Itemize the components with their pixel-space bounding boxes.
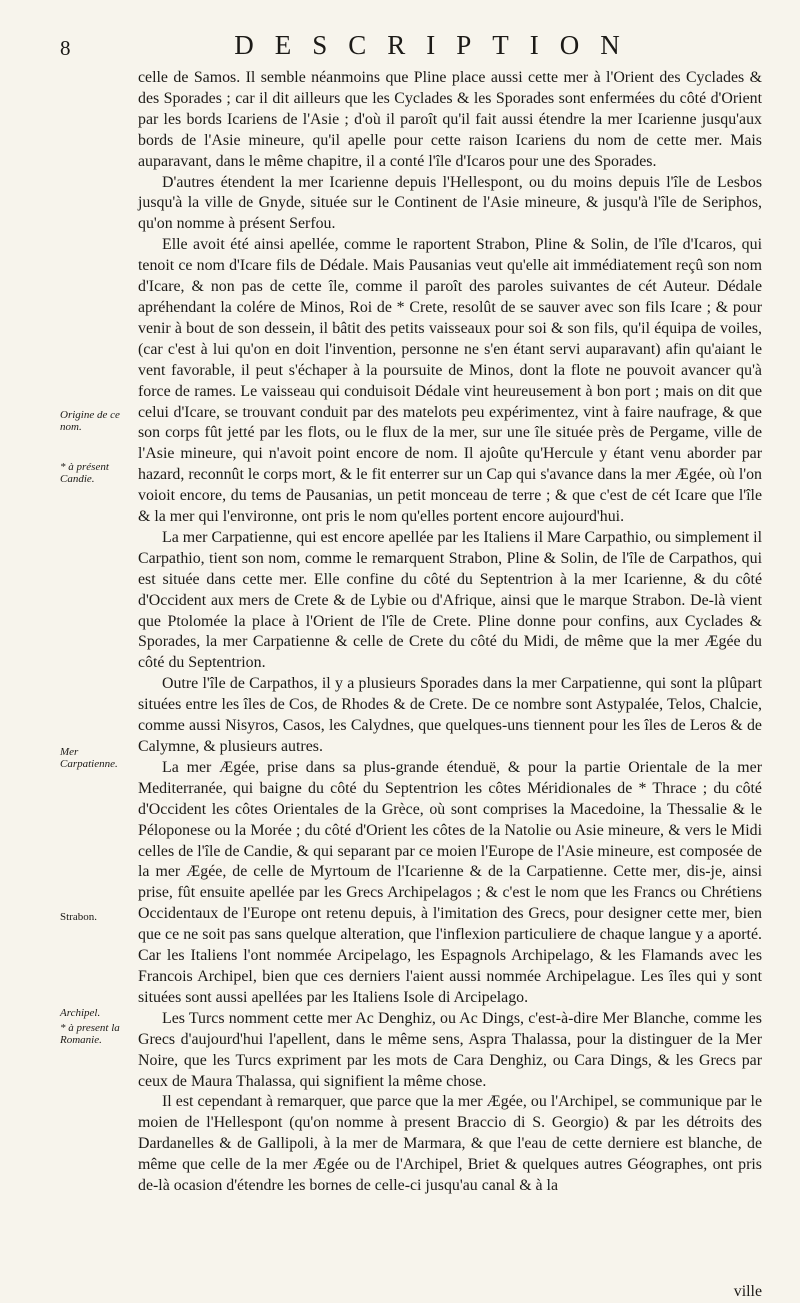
page-number: 8 xyxy=(60,36,71,60)
page-header xyxy=(60,30,760,64)
paragraph: La mer Carpatienne, qui est encore apellée par les Italiens il Mare Carpathio, ou simplement il Carpathio, tient son nom, comme le remarquent Strabon, Pline & Solin, de l'île de Carpathos, qui est située dans cette mer. Elle confine du côté du Septentrion à la mer Icarienne, & du côté d'Occident aux mers de Crete & de Lybie ou d'Afrique, ainsi que le marque Strabon. De-là vient que Ptolomée la place à l'Orient de l'île de Crete. Pline donne pour confins, aux Cyclades & Sporades, la mer Carpatienne & celle de Crete du côté du Midi, de même que la mer Ægée du côté du Septentrion. xyxy=(138,528,762,672)
margin-note-romanie: * à present la Romanie. xyxy=(60,1022,120,1046)
paragraph: Il est cependant à remarquer, que parce que la mer Ægée, ou l'Archipel, se communique par le moien de l'Hellespont (qu'on nomme à present Braccio di S. Georgio) & par les détroits des Dardanelles & de Gallipoli, à la mer de Marmara, & que l'eau de cette derniere est blanche, de même que celle de la mer Ægée ou de l'Archipel, Briet & quelques autres Géographes, ont pris de-là ocasion d'étendre les bornes de celle-ci jusqu'au canal & à la xyxy=(138,1093,762,1195)
margin-note-a-present-candie: * à présent Candie. xyxy=(60,461,109,485)
margin-note-strabon: Strabon. xyxy=(60,911,97,923)
paragraph: celle de Samos. Il semble néanmoins que Pline place aussi cette mer à l'Orient des Cyclades & des Sporades ; car il dit ailleurs que les Cyclades & les Sporades sont enfermées du côté d'Orient par les bords Icariens de l'Asie ; d'où il paroît qu'il fait aussi étendre la mer Icarienne jusqu'aux bords de l'Asie mineure, qu'il apelle pour cette raison Icariens du nom de cette mer. Mais auparavant, dans le même chapitre, il a conté l'île d'Icaros pour une des Sporades. xyxy=(138,69,762,170)
paragraph: Outre l'île de Carpathos, il y a plusieurs Sporades dans la mer Carpatienne, qui sont la plûpart situées entre les îles de Cos, de Rhodes & de Crete. De ce nombre sont Astypalée, Telos, Chalcie, comme aussi Nisyros, Casos, les Calydnes, que quelques-uns tiennent pour les îles de Leros & de Calymne, & plusieurs autres. xyxy=(138,675,762,755)
paragraph: La mer Ægée, prise dans sa plus-grande étenduë, & pour la partie Orientale de la mer Mediterranée, qui baigne du côté du Septentrion les côtes Méridionales de * Thrace ; du côté d'Occident les côtes Orientales de la Grèce, où sont comprises la Macedoine, la Thessalie & le Péloponese ou la Morée ; du côté d'Orient les côtes de la Natolie ou Asie mineure, & vers le Midi celles de l'île de Candie, & qui separant par ce moien l'Europe de l'Asie mineure, est composée de la mer Ægée, de celle de Myrtoum de l'Icarienne & de la Carpatienne. Cette mer, dis-je, ainsi prise, fût ensuite apellée par les Grecs Archipelagos ; & c'est le nom que les Francs ou Chrétiens Occidentaux de l'Europe ont retenu depuis, à l'imitation des Grecs, pour designer cette mer, bien que ce ne soit pas sans quelque alteration, que l'inflexion particuliere de chaque langue y a aporté. Car les Italiens l'ont nommée Arcipelago, les Espagnols Archipelago, & les Flamands avec les Francois Archipel, bien que ces derniers l'aient aussi nommée Archipelague. Les îles qui y sont situées sont aussi apellées par les Italiens Isole di Arcipelago. xyxy=(138,758,762,1006)
page-body xyxy=(138,68,762,1197)
paragraph: Les Turcs nomment cette mer Ac Denghiz, ou Ac Dings, c'est-à-dire Mer Blanche, comme les Grecs d'aujourd'hui l'apellent, dans le même sens, Aspra Thalassa, pour la distinguer de la Mer Noire, que les Turcs expriment par les mots de Cara Denghiz, ou Cara Dings, & les Grecs par ceux de Maura Thalassa, qui signifient la même chose. xyxy=(138,1009,762,1090)
margin-note-origine: Origine de ce nom. xyxy=(60,409,120,433)
catchword: ville xyxy=(733,1283,762,1300)
running-title: DESCRIPTION xyxy=(234,30,641,60)
paragraph: D'autres étendent la mer Icarienne depuis l'Hellespont, ou du moins depuis l'île de Lesbos jusqu'à la ville de Gnyde, située sur le Continent de l'Asie mineure, & jusqu'à l'île de Seriphos, qu'on nomme à présent Serfou. xyxy=(138,173,762,233)
paragraph: Elle avoit été ainsi apellée, comme le raportent Strabon, Pline & Solin, de l'île d'Icaros, qui tenoit ce nom d'Icare fils de Dédale. Mais Pausanias veut qu'elle ait immédiatement reçû son nom d'Icare, & non pas de cette île, comme il paroît des paroles suivantes de cét Auteur. Dédale apréhendant la colére de Minos, Roi de * Crete, resolût de se sauver avec son fils Icare ; & pour venir à bout de son dessein, il bâtit des petits vaisseaux pour soi & son fils, qu'il équipa de voiles, (car c'est à lui qu'on en doit l'invention, personne ne s'en étant servi auparavant) afin qu'aiant le vent favorable, il peut s'échaper à la poursuite de Minos, dont la flote ne pouvoit avancer qu'à force de rames. Le vaisseau qui conduisoit Dédale vint heureusement à bon port ; mais on dit que celui d'Icare, se trouvant conduit par des matelots peu expérimentez, vint à faire naufrage, & que son corps fût jetté par les flots, ou le flux de la mer, sur une île située près de Pergame, ville de l'Asie mineure, qui n'avoit point encore de nom. Il ajoûte qu'Hercule y étant venu aborder par hazard, reconnût le corps mort, & le fit enterrer sur un Cap qui s'avance dans la mer Ægée, où l'on voioit encore, du tems de Pausanias, un petit monceau de terre ; & que c'est de cét Icare que l'île & la mer qui l'environne, ont pris le nom qu'elles portent encore aujourd'hui. xyxy=(138,236,762,526)
margin-note-mer-carpatienne: Mer Carpatienne. xyxy=(60,746,118,770)
margin-note-archipel: Archipel. xyxy=(60,1007,101,1019)
